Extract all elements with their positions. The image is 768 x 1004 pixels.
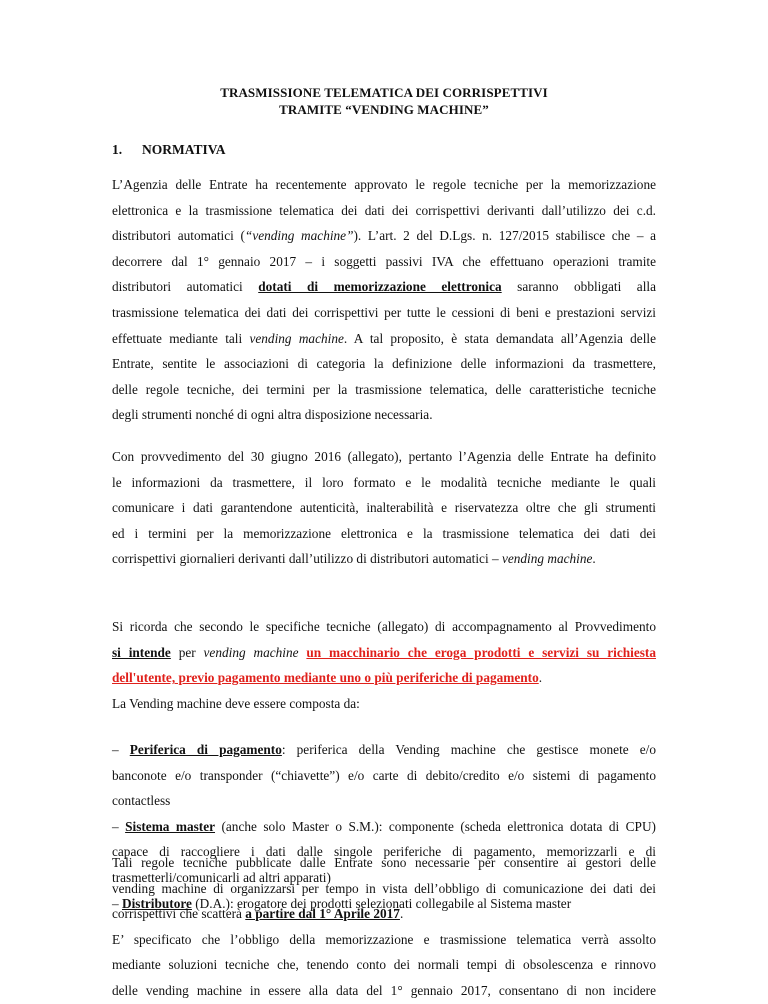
text-span: corrispettivi giornalieri derivanti dall’utilizzo di distributori automatici – — [112, 551, 502, 567]
text-line: Si ricorda che secondo le specifiche tecniche (allegato) di accompagnamento al Provvedimento — [112, 619, 656, 634]
text-span: . — [592, 551, 596, 567]
document-title — [112, 84, 656, 118]
highlighted-definition: un macchinario che eroga prodotti e servizi su richiesta — [306, 644, 657, 660]
text-line: vending machine di organizzarsi per tempo in vista dell’obbligo di comunicazione dei dati dei — [112, 880, 656, 896]
text-span: . — [538, 670, 543, 686]
text-line: ed i termini per la memorizzazione elettronica e la trasmissione telematica dei dati dei — [112, 525, 656, 541]
text-line: delle vending machine in essere alla data del 1° gennaio 2017, consentano di non incidere — [112, 982, 656, 998]
text-line — [112, 223, 656, 249]
italic-term: vending machine — [203, 644, 299, 660]
underlined-term: Distributore — [121, 895, 192, 911]
highlighted-definition: dell'utente, previo pagamento mediante uno o più periferiche di pagamento — [112, 670, 539, 686]
text-line: trasmissione telematica dei dati dei corrispettivi per tutte le cessioni di beni e prestazioni servizi — [112, 304, 656, 320]
italic-term: vending machine — [249, 330, 344, 346]
text-span: ). L’art. 2 del D.Lgs. n. 127/2015 stabilisce che – a — [353, 228, 656, 244]
paragraph-1 — [112, 172, 656, 428]
underlined-term: a partire dal 1° Aprile 2017 — [245, 906, 400, 922]
underlined-term: Periferica di pagamento — [129, 742, 282, 757]
paragraph-2 — [112, 444, 656, 572]
text-line: le informazioni da trasmettere, il loro formato e le modalità tecniche mediante le quali — [112, 474, 656, 490]
text-span: (anche solo Master o S.M.): componente (scheda elettronica dotata di CPU) — [215, 818, 656, 834]
text-span: effettuate mediante tali — [112, 330, 250, 346]
text-line: Con provvedimento del 30 giugno 2016 (allegato), pertanto l’Agenzia delle Entrate ha definito — [112, 449, 656, 464]
text-line: La Vending machine deve essere composta da: — [112, 695, 360, 711]
list-item — [112, 814, 656, 840]
italic-term: “vending machine” — [244, 228, 354, 244]
underlined-term: dotati di memorizzazione elettronica — [258, 279, 502, 295]
text-span: – — [112, 895, 122, 911]
text-line: banconote e/o transponder (“chiavette”) e/o carte di debito/credito e/o sistemi di pagamento — [112, 767, 656, 783]
text-span: corrispettivi che scatterà — [112, 906, 246, 922]
underlined-term: si intende — [112, 644, 171, 660]
text-line: L’Agenzia delle Entrate ha recentemente approvato le regole tecniche per la memorizzazione — [112, 177, 656, 192]
text-line — [112, 640, 656, 666]
text-line — [112, 665, 656, 691]
italic-term: vending machine — [501, 551, 593, 567]
text-span: distributori automatici — [112, 279, 259, 295]
text-line: delle regole tecniche, dei termini per la trasmissione telematica, delle caratteristiche tecniche — [112, 381, 656, 397]
text-span: per — [170, 644, 204, 660]
text-line: trasmetterli/comunicarli ad altri apparati) — [112, 869, 331, 885]
text-span: (D.A.): erogatore dei prodotti selezionati collegabile al Sistema master — [191, 895, 572, 911]
text-span: : periferica della Vending machine che gestisce monete e/o — [281, 742, 656, 757]
section-heading — [112, 141, 226, 159]
list-item — [112, 737, 656, 763]
text-span: . A tal proposito, è stata demandata all’Agenzia delle — [343, 330, 656, 346]
paragraph-5 — [112, 850, 656, 1004]
text-line — [112, 546, 656, 572]
text-span: saranno obbligati alla — [501, 279, 656, 295]
text-line — [112, 274, 656, 300]
text-line: comunicare i dati garantendone autenticità, inalterabilità e riservatezza oltre che gli strumenti — [112, 500, 656, 516]
text-span: . — [399, 906, 404, 922]
text-span: – — [112, 818, 126, 834]
paragraph-3 — [112, 614, 656, 716]
text-line: elettronica e la trasmissione telematica dei dati dei corrispettivi derivanti dall’utilizzo dei c.d. — [112, 202, 656, 218]
text-line: contactless — [112, 793, 171, 809]
text-line: Tali regole tecniche pubblicate dalle Entrate sono necessarie per consentire ai gestori delle — [112, 855, 656, 870]
text-line: degli strumenti nonché di ogni altra disposizione necessaria. — [112, 407, 433, 423]
section-title: NORMATIVA — [142, 142, 226, 157]
title-line-1: TRASMISSIONE TELEMATICA DEI CORRISPETTIVI — [220, 85, 548, 100]
title-line-2: TRAMITE “VENDING MACHINE” — [279, 102, 489, 117]
text-line — [112, 901, 656, 927]
section-number: 1. — [112, 142, 123, 157]
underlined-term: Sistema master — [125, 818, 216, 834]
text-line: decorrere dal 1° gennaio 2017 – i soggetti passivi IVA che effettuano operazioni tramite — [112, 253, 656, 269]
text-line: capace di raccogliere i dati dalle singole periferiche di pagamento, memorizzarli e di — [112, 844, 656, 860]
text-line: mediante soluzioni tecniche che, tenendo conto dei normali tempi di obsolescenza e rinnovo — [112, 957, 656, 973]
text-span: distributori automatici ( — [112, 228, 245, 244]
text-line — [112, 326, 656, 352]
text-span: – — [112, 742, 130, 757]
text-line: Entrate, sentite le associazioni di categoria la definizione delle informazioni da trasmettere, — [112, 356, 656, 372]
text-line: E’ specificato che l’obbligo della memorizzazione e trasmissione telematica verrà assolto — [112, 931, 656, 947]
